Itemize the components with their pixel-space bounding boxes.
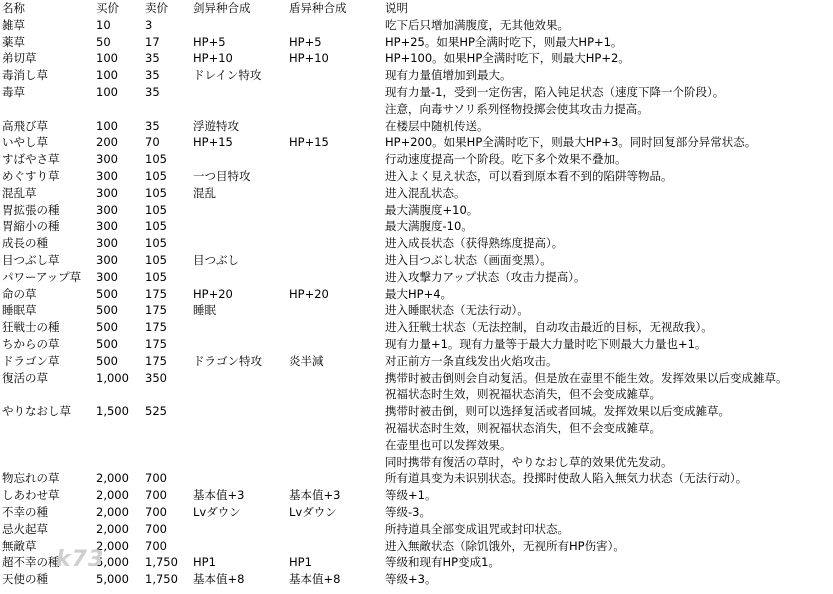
table-row xyxy=(0,235,833,252)
name-cell: 天使の種 xyxy=(2,572,48,587)
name-cell: 胃縮小の種 xyxy=(2,219,60,234)
sell-price-cell: 3 xyxy=(145,17,153,32)
description-cell: 行动速度提高一个阶段。吃下多个效果不叠加。 xyxy=(385,152,627,167)
name-cell: 物忘れの草 xyxy=(2,471,60,486)
description-cell: 等级-3。 xyxy=(385,504,431,519)
table-row xyxy=(0,302,833,319)
sell-price-cell: 35 xyxy=(145,68,160,83)
sword-synthesis-cell: HP+10 xyxy=(193,51,233,66)
sell-price-cell: 700 xyxy=(145,504,167,519)
sell-price-cell: 175 xyxy=(145,353,167,368)
sell-price-cell: 卖价 xyxy=(145,1,168,15)
sword-synthesis-cell: 一つ目特攻 xyxy=(193,168,251,183)
site-watermark: k73 xyxy=(56,547,105,572)
sword-synthesis-cell: 基本值+8 xyxy=(193,572,245,587)
description-cell: 进入混乱状态。 xyxy=(385,185,466,200)
description-cell: 携带时被击倒则会自动复活。但是放在壶里不能生效。发挥效果以后变成雑草。 xyxy=(385,370,788,385)
sell-price-cell: 1,750 xyxy=(145,555,178,570)
name-cell: 命の草 xyxy=(2,286,37,301)
sell-price-cell: 35 xyxy=(145,51,160,66)
sell-price-cell: 35 xyxy=(145,84,160,99)
sell-price-cell: 175 xyxy=(145,336,167,351)
shield-synthesis-cell: 基本值+3 xyxy=(289,488,341,503)
sword-synthesis-cell: 混乱 xyxy=(193,185,216,200)
description-cell: 现有力量+1。现有力量等于最大力量时吃下则最大力量也+1。 xyxy=(385,336,707,351)
sell-price-cell: 175 xyxy=(145,303,167,318)
shield-synthesis-cell: HP+10 xyxy=(289,51,329,66)
name-cell: 超不幸の種 xyxy=(2,555,60,570)
sell-price-cell: 175 xyxy=(145,286,167,301)
table-row xyxy=(0,286,833,303)
sell-price-cell: 105 xyxy=(145,219,167,234)
sell-price-cell: 700 xyxy=(145,471,167,486)
name-cell: 胃拡張の種 xyxy=(2,202,60,217)
sword-synthesis-cell: HP+5 xyxy=(193,34,226,49)
sell-price-cell: 35 xyxy=(145,118,160,133)
description-cell: 进入攻撃力アップ状态（攻击力提高）。 xyxy=(385,269,586,284)
buy-price-cell: 买价 xyxy=(96,1,119,15)
name-cell: めぐすり草 xyxy=(2,168,60,183)
buy-price-cell: 100 xyxy=(96,118,118,133)
sell-price-cell: 700 xyxy=(145,488,167,503)
description-cell: HP+200。如果HP全满时吃下，则最大HP+3。同时回复部分异常状态。 xyxy=(385,135,757,150)
name-cell: 成長の種 xyxy=(2,236,48,251)
sell-price-cell: 70 xyxy=(145,135,160,150)
name-cell: いやし草 xyxy=(2,135,48,150)
description-cell: 进入よく見え状态，可以看到原本看不到的陷阱等物品。 xyxy=(385,168,673,183)
description-cell: 最大满腹度+10。 xyxy=(385,202,479,217)
table-row xyxy=(0,454,833,471)
name-cell: 復活の草 xyxy=(2,370,48,385)
buy-price-cell: 500 xyxy=(96,320,118,335)
sword-synthesis-cell: HP+20 xyxy=(193,286,233,301)
table-row xyxy=(0,487,833,504)
table-row xyxy=(0,67,833,84)
sword-synthesis-cell: 浮遊特攻 xyxy=(193,118,239,133)
name-cell: 睡眠草 xyxy=(2,303,37,318)
buy-price-cell: 100 xyxy=(96,68,118,83)
shield-synthesis-cell: 盾异种合成 xyxy=(289,1,347,15)
buy-price-cell: 300 xyxy=(96,219,118,234)
name-cell: パワーアップ草 xyxy=(2,269,82,284)
shield-synthesis-cell: HP+15 xyxy=(289,135,329,150)
buy-price-cell: 300 xyxy=(96,269,118,284)
buy-price-cell: 300 xyxy=(96,252,118,267)
table-header-row xyxy=(0,0,833,17)
description-cell: 同时携带有復活の草时，やりなおし草的效果优先发动。 xyxy=(385,454,673,469)
description-cell: HP+100。如果HP全满时吃下，则最大HP+2。 xyxy=(385,51,630,66)
table-row xyxy=(0,17,833,34)
sword-synthesis-cell: HP+15 xyxy=(193,135,233,150)
description-cell: 所有道具变为未识别状态。投掷时使敌人陷入無気力状态（无法行动）。 xyxy=(385,471,748,486)
shield-synthesis-cell: 基本值+8 xyxy=(289,572,341,587)
table-row xyxy=(0,134,833,151)
sell-price-cell: 105 xyxy=(145,185,167,200)
sell-price-cell: 105 xyxy=(145,269,167,284)
table-row xyxy=(0,118,833,135)
table-row xyxy=(0,470,833,487)
name-cell: ちからの草 xyxy=(2,336,60,351)
shield-synthesis-cell: 炎半減 xyxy=(289,353,324,368)
buy-price-cell: 2,000 xyxy=(96,504,129,519)
description-cell: 祝福状态时生效，则祝福状态消失，但不会变成雑草。 xyxy=(385,420,661,435)
name-cell: すばやさ草 xyxy=(2,152,60,167)
buy-price-cell: 100 xyxy=(96,84,118,99)
name-cell: 不幸の種 xyxy=(2,504,48,519)
table-row xyxy=(0,269,833,286)
description-cell: 进入成長状态（获得熟练度提高）。 xyxy=(385,236,564,251)
buy-price-cell: 300 xyxy=(96,152,118,167)
table-row xyxy=(0,370,833,387)
buy-price-cell: 300 xyxy=(96,185,118,200)
shield-synthesis-cell: HP+20 xyxy=(289,286,329,301)
name-cell: 無敵草 xyxy=(2,538,37,553)
name-cell: ドラゴン草 xyxy=(2,353,60,368)
shield-synthesis-cell: HP+5 xyxy=(289,34,322,49)
description-cell: 注意，向毒サソリ系列怪物投掷会使其攻击力提高。 xyxy=(385,101,649,116)
table-row xyxy=(0,437,833,454)
description-cell: 最大HP+4。 xyxy=(385,286,453,301)
sword-synthesis-cell: ドレイン特攻 xyxy=(193,68,262,83)
sword-synthesis-cell: HP1 xyxy=(193,555,216,570)
name-cell: 忌火起草 xyxy=(2,521,48,536)
buy-price-cell: 500 xyxy=(96,353,118,368)
table-row xyxy=(0,218,833,235)
name-cell: 雑草 xyxy=(2,17,25,32)
buy-price-cell: 200 xyxy=(96,135,118,150)
table-row xyxy=(0,84,833,101)
name-cell: 毒消し草 xyxy=(2,68,48,83)
table-row xyxy=(0,319,833,336)
name-cell: 弟切草 xyxy=(2,51,37,66)
sword-synthesis-cell: Lvダウン xyxy=(193,504,241,519)
sword-synthesis-cell: ドラゴン特攻 xyxy=(193,353,262,368)
buy-price-cell: 1,000 xyxy=(96,370,129,385)
description-cell: 祝福状态时生效，则祝福状态消失，但不会变成雑草。 xyxy=(385,387,661,402)
table-row xyxy=(0,151,833,168)
name-cell: やりなおし草 xyxy=(2,404,71,419)
table-row xyxy=(0,168,833,185)
name-cell: 目つぶし草 xyxy=(2,252,60,267)
buy-price-cell: 100 xyxy=(96,51,118,66)
description-cell: 最大满腹度-10。 xyxy=(385,219,473,234)
buy-price-cell: 300 xyxy=(96,168,118,183)
description-cell: 所持道具全部变成诅咒或封印状态。 xyxy=(385,521,569,536)
description-cell: 等级+1。 xyxy=(385,488,437,503)
table-row xyxy=(0,34,833,51)
description-cell: 现有力量值增加到最大。 xyxy=(385,68,512,83)
table-row xyxy=(0,50,833,67)
description-cell: HP+25。如果HP全满时吃下，则最大HP+1。 xyxy=(385,34,623,49)
description-cell: 进入狂戦士状态（无法控制，自动攻击最近的目标，无视敌我）。 xyxy=(385,320,713,335)
table-row xyxy=(0,420,833,437)
description-cell: 在楼层中随机传送。 xyxy=(385,118,489,133)
buy-price-cell: 2,000 xyxy=(96,471,129,486)
table-row xyxy=(0,185,833,202)
description-cell: 吃下后只增加满腹度，无其他效果。 xyxy=(385,17,569,32)
description-cell: 进入目つぶし状态（画面变黑）。 xyxy=(385,252,552,267)
buy-price-cell: 500 xyxy=(96,286,118,301)
sell-price-cell: 17 xyxy=(145,34,160,49)
table-row xyxy=(0,101,833,118)
buy-price-cell: 10 xyxy=(96,17,111,32)
description-cell: 等级+3。 xyxy=(385,572,437,587)
buy-price-cell: 50 xyxy=(96,34,111,49)
table-row xyxy=(0,353,833,370)
sell-price-cell: 1,750 xyxy=(145,572,178,587)
sell-price-cell: 105 xyxy=(145,202,167,217)
shield-synthesis-cell: HP1 xyxy=(289,555,312,570)
sell-price-cell: 105 xyxy=(145,152,167,167)
description-cell: 进入無敵状态（除饥饿外，无视所有HP伤害）。 xyxy=(385,538,625,553)
sell-price-cell: 105 xyxy=(145,236,167,251)
sell-price-cell: 350 xyxy=(145,370,167,385)
description-cell: 说明 xyxy=(385,1,408,15)
buy-price-cell: 500 xyxy=(96,336,118,351)
name-cell: 名称 xyxy=(2,1,25,15)
description-cell: 对正前方一条直线发出火焰攻击。 xyxy=(385,353,558,368)
table-row xyxy=(0,386,833,403)
sword-synthesis-cell: 基本值+3 xyxy=(193,488,245,503)
buy-price-cell: 2,000 xyxy=(96,521,129,536)
buy-price-cell: 5,000 xyxy=(96,572,129,587)
description-cell: 携带时被击倒，则可以选择复活或者回城。发挥效果以后变成雑草。 xyxy=(385,404,730,419)
description-cell: 进入睡眠状态（无法行动）。 xyxy=(385,303,529,318)
sword-synthesis-cell: 目つぶし xyxy=(193,252,239,267)
name-cell: しあわせ草 xyxy=(2,488,60,503)
buy-price-cell: 5,000 xyxy=(96,555,129,570)
description-cell: 在壶里也可以发挥效果。 xyxy=(385,437,512,452)
shield-synthesis-cell: Lvダウン xyxy=(289,504,337,519)
sword-synthesis-cell: 剑异种合成 xyxy=(193,1,251,15)
buy-price-cell: 300 xyxy=(96,236,118,251)
buy-price-cell: 1,500 xyxy=(96,404,129,419)
table-row xyxy=(0,504,833,521)
name-cell: 混乱草 xyxy=(2,185,37,200)
sell-price-cell: 175 xyxy=(145,320,167,335)
buy-price-cell: 2,000 xyxy=(96,538,129,553)
name-cell: 毒草 xyxy=(2,84,25,99)
table-row xyxy=(0,403,833,420)
sell-price-cell: 700 xyxy=(145,538,167,553)
buy-price-cell: 2,000 xyxy=(96,488,129,503)
sell-price-cell: 700 xyxy=(145,521,167,536)
name-cell: 狂戦士の種 xyxy=(2,320,60,335)
buy-price-cell: 500 xyxy=(96,303,118,318)
name-cell: 薬草 xyxy=(2,34,25,49)
sell-price-cell: 525 xyxy=(145,404,167,419)
sword-synthesis-cell: 睡眠 xyxy=(193,303,216,318)
sell-price-cell: 105 xyxy=(145,252,167,267)
table-row xyxy=(0,521,833,538)
description-cell: 现有力量-1，受到一定伤害，陷入钝足状态（速度下降一个阶段）。 xyxy=(385,84,725,99)
buy-price-cell: 300 xyxy=(96,202,118,217)
table-row xyxy=(0,252,833,269)
description-cell: 等级和现有HP变成1。 xyxy=(385,555,500,570)
table-row xyxy=(0,336,833,353)
table-row xyxy=(0,202,833,219)
name-cell: 高飛び草 xyxy=(2,118,48,133)
sell-price-cell: 105 xyxy=(145,168,167,183)
